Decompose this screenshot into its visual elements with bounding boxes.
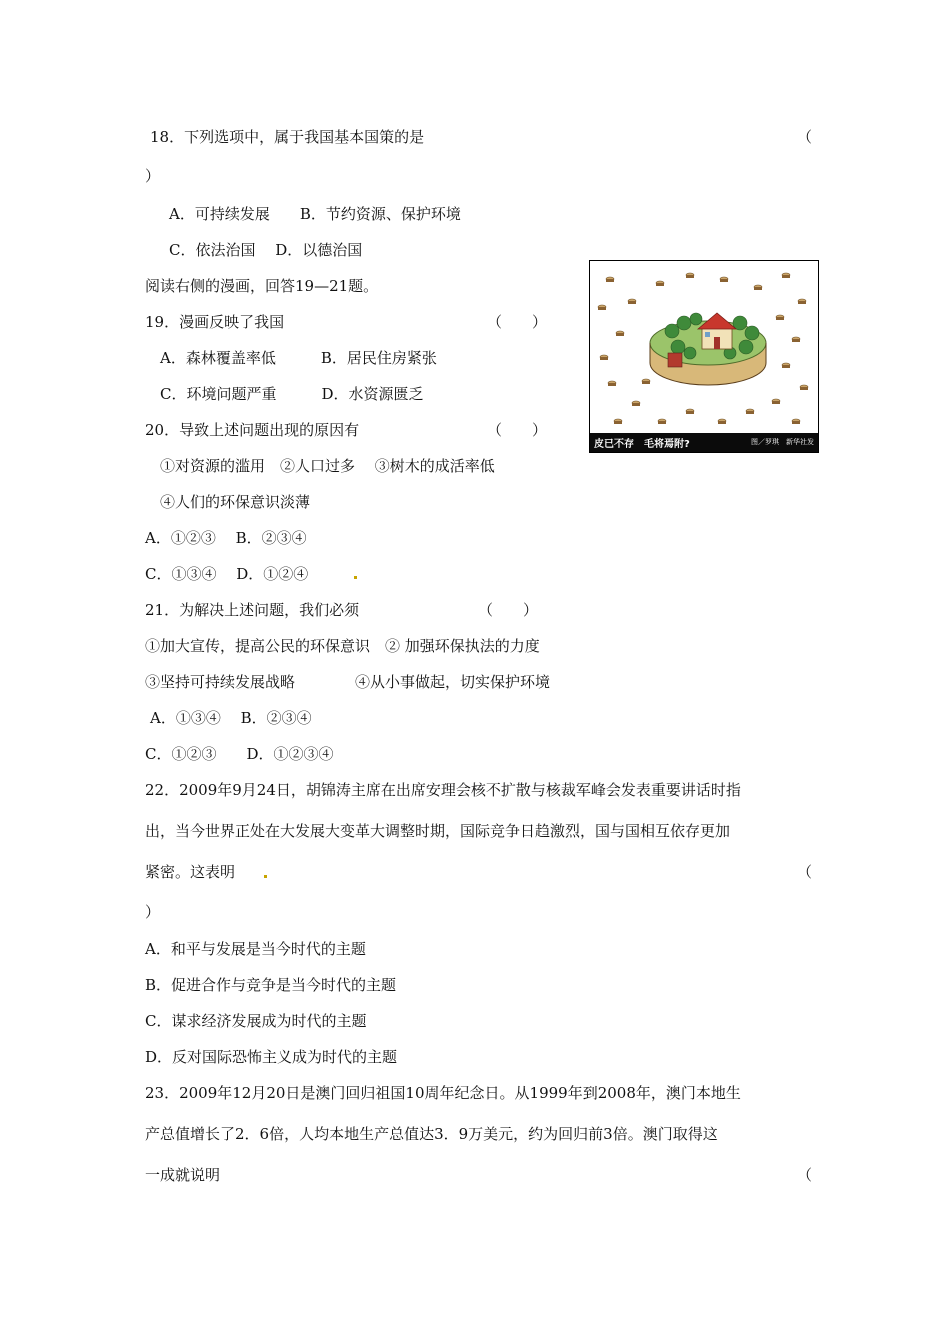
q22-opt-b: B．促进合作与竞争是当今时代的主题 [145,976,397,994]
tree-stump-base [792,339,800,342]
tree-stump-base [608,383,616,386]
tree-stump-base [800,387,808,390]
cartoon-illustration [589,260,819,453]
q22-opt-c: C．谋求经济发展成为时代的主题 [145,1012,367,1030]
q22-paren-close: ） [145,903,161,921]
tree-stump-base [792,421,800,424]
q18-paren-close: ） [145,167,161,185]
cartoon-drawing [590,261,819,435]
cartoon-intro: 阅读右侧的漫画，回答19—21题。 [145,277,379,295]
tree-stump-base [686,411,694,414]
q19-opt-cd: C．环境问题严重 D．水资源匮乏 [160,385,424,403]
q20-stem: 20．导致上述问题出现的原因有 [145,421,360,439]
tree-stump-base [614,421,622,424]
tree-stump-base [746,411,754,414]
q20-items-1: ①对资源的滥用 ②人口过多 ③树木的成活率低 [160,457,495,475]
q23-stem-1: 23．2009年12月20日是澳门回归祖国10周年纪念日。从1999年到2008年，澳门本地生 [145,1084,741,1102]
q18-paren-open: （ [797,128,813,146]
fenced-garden [650,313,766,385]
stray-dot-mark [354,576,357,579]
tree-stump-base [782,275,790,278]
q23-stem-2: 产总值增长了2．6倍，人均本地生产总值达3．9万美元，约为回归前3倍。澳门取得这 [145,1125,718,1143]
q20-paren: （ ） [487,421,548,439]
q21-opt-ab: A．①③④ B．②③④ [150,709,312,727]
stray-dot-mark [264,875,267,878]
tree-stump-base [628,301,636,304]
tree-stump-base [632,403,640,406]
tree-stump-base [720,279,728,282]
q21-items-2: ③坚持可持续发展战略 ④从小事做起，切实保护环境 [145,673,551,691]
tree-stump-base [656,283,664,286]
q22-stem-2: 出，当今世界正处在大发展大变革大调整时期，国际竞争日趋激烈，国与国相互依存更加 [145,822,731,840]
q23-paren-open: （ [797,1166,813,1184]
tree-stump-base [776,317,784,320]
q21-paren: （ ） [478,601,539,619]
q22-stem-1: 22．2009年9月24日，胡锦涛主席在出席安理会核不扩散与核裁军峰会发表重要讲话时指 [145,781,741,799]
tree-stump-base [658,421,666,424]
q19-opt-ab: A．森林覆盖率低 B．居民住房紧张 [160,349,437,367]
q18-opt-cd: C．依法治国 D．以德治国 [169,241,363,259]
q22-opt-d: D．反对国际恐怖主义成为时代的主题 [145,1048,398,1066]
q18-stem: 18．下列选项中，属于我国基本国策的是 [150,128,425,146]
q22-paren-open: （ [797,863,813,881]
q20-opt-cd: C．①③④ D．①②④ [145,565,309,583]
tree-stump-base [600,357,608,360]
cartoon-caption: 皮已不存 毛将焉附? [594,439,690,450]
cartoon-credit: 图／罗琪 新华社发 [751,438,814,446]
q21-items-1: ①加大宣传，提高公民的环保意识 ② 加强环保执法的力度 [145,637,540,655]
tree-stump-base [686,275,694,278]
tree-stump-base [772,401,780,404]
tree-stump-base [718,421,726,424]
q23-stem-3: 一成就说明 [145,1166,221,1184]
tree-stump-base [782,365,790,368]
q22-opt-a: A．和平与发展是当今时代的主题 [145,940,366,958]
tree-stump-base [754,287,762,290]
q20-items-2: ④人们的环保意识淡薄 [160,493,311,511]
q22-stem-3: 紧密。这表明 [145,863,236,881]
tree-stump-base [642,381,650,384]
q19-stem: 19．漫画反映了我国 [145,313,285,331]
tree-stump-base [616,333,624,336]
cartoon-caption-bar [590,433,818,452]
q20-opt-ab: A．①②③ B．②③④ [145,529,307,547]
q18-opt-ab: A．可持续发展 B．节约资源、保护环境 [169,205,461,223]
q21-stem: 21．为解决上述问题，我们必须 [145,601,360,619]
tree-stump-base [606,279,614,282]
tree-stump-base [798,301,806,304]
tree-stump-base [598,307,606,310]
q19-paren: （ ） [487,313,548,331]
q21-opt-cd: C．①②③ D．①②③④ [145,745,334,763]
